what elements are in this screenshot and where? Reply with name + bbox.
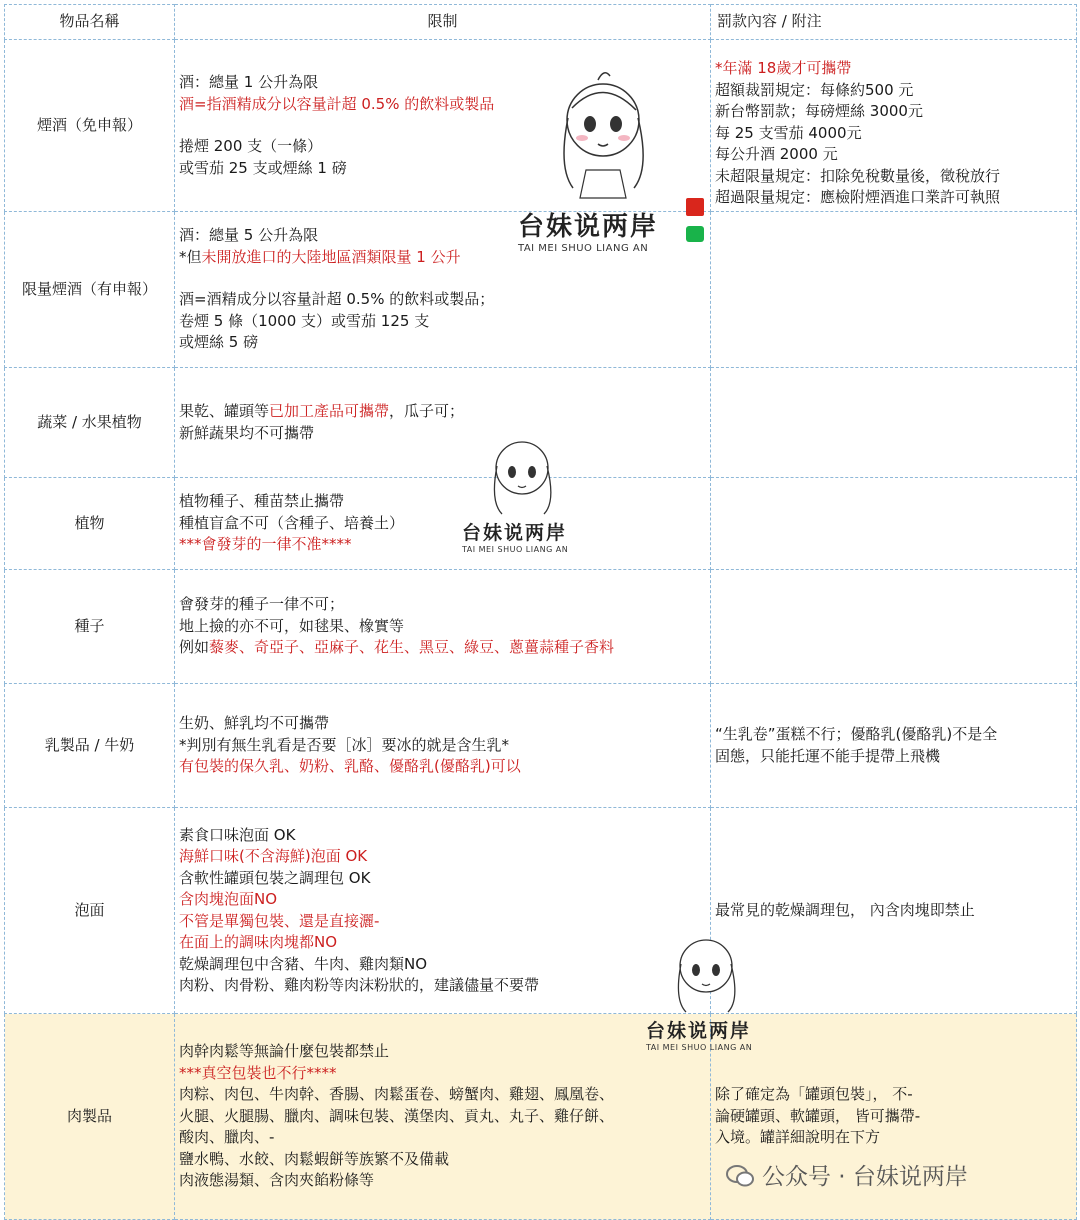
category-cell: 乳製品 / 牛奶 <box>5 684 175 808</box>
text-line <box>179 401 706 423</box>
text-line <box>715 144 1072 166</box>
highlight-text: 海鮮口味(不含海鮮)泡面 OK <box>179 847 368 865</box>
text-line <box>715 123 1072 145</box>
header-item-name: 物品名稱 <box>5 5 175 40</box>
text-line <box>179 534 706 556</box>
restriction-cell <box>175 570 711 684</box>
highlight-text: ***會發芽的一律不准**** <box>179 535 352 554</box>
text-line <box>179 1041 706 1063</box>
plain-text: 酒=酒精成分以容量計超 0.5% 的飲料或製品； <box>179 290 495 309</box>
text-line <box>715 1106 1072 1128</box>
row-instant-noodles <box>5 808 1077 1014</box>
header-row <box>5 5 1077 40</box>
plain-text: 入境。罐詳細說明在下方 <box>715 1128 881 1147</box>
category-cell: 肉製品 <box>5 1014 175 1220</box>
text-line <box>179 247 706 269</box>
watermark-subtext: TAI MEI SHUO LIANG AN <box>646 1043 753 1052</box>
text-line <box>179 423 706 445</box>
plain-text: 每公升酒 2000 元 <box>715 145 838 163</box>
plain-text: ，瓜子可； <box>389 402 465 420</box>
text-line <box>179 637 706 659</box>
notes-cell <box>711 684 1077 808</box>
plain-text: 捲煙 200 支（一條） <box>179 137 323 155</box>
plain-text: 乾燥調理包中含豬、牛肉、雞肉類NO <box>179 954 428 973</box>
plain-text: 超過限量規定：應檢附煙酒進口業許可執照 <box>715 188 1001 206</box>
text-line <box>179 1106 706 1128</box>
text-line <box>179 332 706 354</box>
text-line <box>179 735 706 757</box>
plain-text: 最常見的乾燥調理包， 內含肉塊即禁止 <box>715 900 975 919</box>
category-cell: 植物 <box>5 478 175 570</box>
plain-text: 卷煙 5 條（1000 支）或雪茄 125 支 <box>179 311 430 330</box>
text-line <box>715 80 1072 102</box>
notes-cell <box>711 40 1077 212</box>
plain-text: 會發芽的種子一律不可； <box>179 595 345 614</box>
plain-text: *但 <box>179 247 202 266</box>
text-line <box>179 616 706 638</box>
restriction-cell <box>175 478 711 570</box>
watermark-text: 台妹说两岸 <box>518 212 659 242</box>
line-gap <box>179 268 706 289</box>
text-line <box>179 94 706 116</box>
restriction-cell <box>175 368 711 478</box>
text-line <box>179 846 706 868</box>
plain-text: 酒：總量 5 公升為限 <box>179 226 319 245</box>
text-line <box>179 1149 706 1171</box>
watermark-subtext: TAI MEI SHUO LIANG AN <box>518 243 649 254</box>
text-line <box>715 1127 1072 1149</box>
plain-text: 種植盲盒不可（含種子、培養土） <box>179 513 405 532</box>
highlight-text: 未開放進口的大陸地區酒類限量 1 公升 <box>201 247 461 266</box>
plain-text: 肉粽、肉包、牛肉幹、香腸、肉鬆蛋卷、螃蟹肉、雞翅、鳳凰卷、 <box>179 1085 615 1104</box>
header-restrictions: 限制 <box>175 5 711 40</box>
plain-text: 例如 <box>179 638 210 657</box>
plain-text: 鹽水鴨、水餃、肉鬆蝦餅等族繁不及備載 <box>179 1149 450 1168</box>
text-line <box>715 166 1072 188</box>
text-line <box>715 724 1072 746</box>
text-line <box>715 1084 1072 1106</box>
plain-text: 固態，只能托運不能手提帶上飛機 <box>715 746 941 765</box>
text-line <box>715 187 1072 209</box>
row-tobacco-alcohol-declared <box>5 212 1077 368</box>
text-line <box>715 101 1072 123</box>
plain-text: 火腿、火腿腸、臘肉、調味包裝、漢堡肉、貢丸、丸子、雞仔餅、 <box>179 1106 615 1125</box>
text-line <box>179 72 706 94</box>
text-line <box>179 756 706 778</box>
restriction-cell <box>175 684 711 808</box>
row-tobacco-alcohol-dutyfree <box>5 40 1077 212</box>
text-line <box>179 158 706 180</box>
highlight-text: 酒=指酒精成分以容量計超 0.5% 的飲料或製品 <box>179 94 495 113</box>
footer-text: 公众号 · 台妹说两岸 <box>762 1164 968 1190</box>
watermark-subtext: TAI MEI SHUO LIANG AN <box>462 545 569 554</box>
text-line <box>179 513 706 535</box>
highlight-text: 在面上的調味肉塊都NO <box>179 933 338 951</box>
text-line <box>179 954 706 976</box>
plain-text: 或雪茄 25 支或煙絲 1 磅 <box>179 158 347 177</box>
notes-cell <box>711 368 1077 478</box>
restriction-cell <box>175 212 711 368</box>
plain-text: *判別有無生乳看是否要［冰］要冰的就是含生乳* <box>179 735 510 754</box>
text-line <box>179 1127 706 1149</box>
text-line <box>179 1084 706 1106</box>
plain-text: “生乳卷”蛋糕不行；優酪乳(優酪乳)不是全 <box>715 725 998 743</box>
plain-text: 論硬罐頭、軟罐頭， 皆可攜帶- <box>715 1106 921 1125</box>
text-line <box>179 225 706 247</box>
restriction-cell <box>175 1014 711 1220</box>
plain-text: 果乾、罐頭等 <box>179 402 270 420</box>
row-vegetables-fruit <box>5 368 1077 478</box>
row-seeds <box>5 570 1077 684</box>
text-line <box>179 289 706 311</box>
text-line <box>179 136 706 158</box>
highlight-text: 不管是單獨包裝、還是直接灑- <box>179 911 380 930</box>
plain-text: 含軟性罐頭包裝之調理包 OK <box>179 868 371 887</box>
header-fines-notes: 罰款內容 / 附注 <box>711 5 1077 40</box>
footer-account <box>726 1158 968 1191</box>
wechat-icon <box>686 226 704 242</box>
text-line <box>179 1063 706 1085</box>
text-line <box>179 825 706 847</box>
line-gap <box>179 115 706 136</box>
plain-text: 新台幣罰款；每磅煙絲 3000元 <box>715 102 923 120</box>
category-cell: 煙酒（免申報） <box>5 40 175 212</box>
text-line <box>179 975 706 997</box>
plain-text: 地上撿的亦不可，如毬果、橡實等 <box>179 616 405 635</box>
highlight-text: 已加工產品可攜帶 <box>269 402 390 420</box>
plain-text: 未超限量規定：扣除免稅數量後，徵稅放行 <box>715 166 1001 185</box>
plain-text: 酸肉、臘肉、- <box>179 1128 275 1147</box>
text-line <box>715 900 1072 922</box>
notes-cell <box>711 212 1077 368</box>
text-line <box>179 1170 706 1192</box>
wechat-official-icon <box>726 1164 754 1188</box>
text-line <box>179 868 706 890</box>
plain-text: 素食口味泡面 OK <box>179 825 296 844</box>
plain-text: 肉幹肉鬆等無論什麼包裝都禁止 <box>179 1042 390 1061</box>
text-line <box>179 311 706 333</box>
restriction-cell <box>175 40 711 212</box>
plain-text: 肉液態湯類、含肉夾餡粉條等 <box>179 1171 375 1190</box>
text-line <box>179 889 706 911</box>
text-line <box>715 58 1072 80</box>
highlight-text: 有包裝的保久乳、奶粉、乳酪、優酪乳(優酪乳)可以 <box>179 757 521 776</box>
category-cell: 蔬菜 / 水果植物 <box>5 368 175 478</box>
plain-text: 除了確定為「罐頭包裝」， 不- <box>715 1085 913 1104</box>
text-line <box>179 911 706 933</box>
plain-text: 肉粉、肉骨粉、雞肉粉等肉沫粉狀的，建議儘量不要帶 <box>179 976 540 994</box>
highlight-text: ***真空包裝也不行**** <box>179 1063 337 1082</box>
highlight-text: *年滿 18歲才可攜帶 <box>715 59 852 77</box>
red-badge-icon <box>686 198 704 216</box>
watermark-text: 台妹说两岸 <box>462 522 568 544</box>
highlight-text: 含肉塊泡面NO <box>179 890 278 908</box>
text-line <box>715 746 1072 768</box>
text-line <box>179 932 706 954</box>
plain-text: 新鮮蔬果均不可攜帶 <box>179 423 315 442</box>
text-line <box>179 594 706 616</box>
text-line <box>179 713 706 735</box>
restriction-cell <box>175 808 711 1014</box>
text-line <box>179 491 706 513</box>
notes-cell <box>711 808 1077 1014</box>
customs-table <box>4 4 1077 1220</box>
plain-text: 植物種子、種苗禁止攜帶 <box>179 492 345 511</box>
plain-text: 每 25 支雪茄 4000元 <box>715 123 862 142</box>
notes-cell <box>711 478 1077 570</box>
plain-text: 生奶、鮮乳均不可攜帶 <box>179 714 330 733</box>
watermark-text: 台妹说两岸 <box>646 1020 752 1042</box>
notes-cell <box>711 570 1077 684</box>
row-plants <box>5 478 1077 570</box>
category-cell: 限量煙酒（有申報） <box>5 212 175 368</box>
category-cell: 泡面 <box>5 808 175 1014</box>
category-cell: 種子 <box>5 570 175 684</box>
highlight-text: 藜麥、奇亞子、亞麻子、花生、黑豆、綠豆、蔥薑蒜種子香料 <box>209 638 615 657</box>
row-dairy <box>5 684 1077 808</box>
plain-text: 或煙絲 5 磅 <box>179 333 259 352</box>
plain-text: 超額裁罰規定：每條約500 元 <box>715 80 914 99</box>
plain-text: 酒：總量 1 公升為限 <box>179 73 319 91</box>
